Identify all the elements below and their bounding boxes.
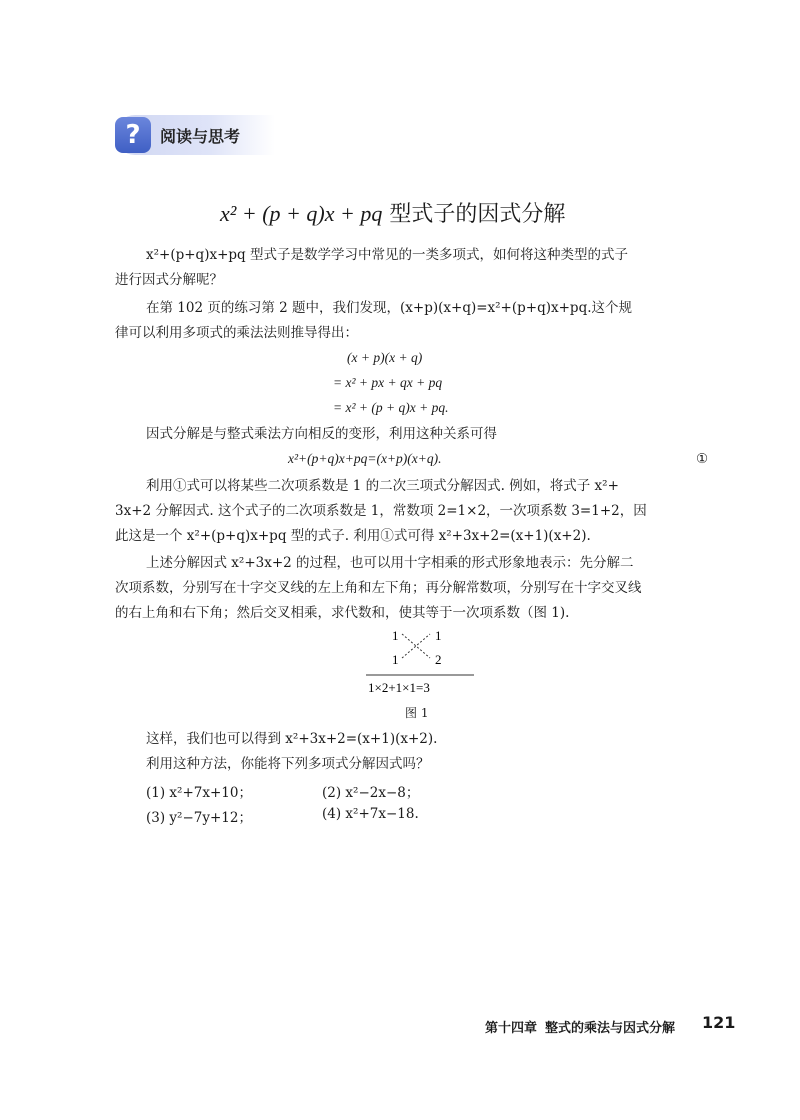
exercise-4: (4) x²+7x−18.: [322, 806, 419, 822]
factor-intro: 因式分解是与整式乘法方向相反的变形，利用这种关系可得: [146, 426, 497, 442]
intro-line-1: x²+(p+q)x+pq 型式子是数学学习中常见的一类多项式，如何将这种类型的式子: [146, 247, 628, 263]
key-equation: x²+(p+q)x+pq=(x+p)(x+q).: [288, 451, 442, 466]
discovery-line-1: 在第 102 页的练习第 2 题中，我们发现，(x+p)(x+q)=x²+(p+q)x+pq.这个规: [146, 300, 632, 316]
conclusion-line-2: 利用这种方法，你能将下列多项式分解因式吗？: [146, 756, 430, 772]
title-text: 型式子的因式分解: [389, 202, 566, 227]
cross-multiplication-figure: [360, 622, 490, 700]
usage-line-2: 3x+2 分解因式. 这个式子的二次项系数是 1，常数项 2=1×2，一次项系数 3=1+2，因: [115, 503, 647, 519]
cross-method-line-2: 次项系数，分别写在十字交叉线的左上角和左下角；再分解常数项，分别写在十字交叉线: [115, 580, 642, 596]
footer-chapter-title: 整式的乘法与因式分解: [545, 1021, 676, 1036]
exercise-1: (1) x²+7x+10；: [146, 785, 252, 801]
derivation-line-2: = x² + px + qx + pq: [333, 375, 443, 390]
title-math: x² + (p + q)x + pq: [220, 201, 383, 226]
figure-caption: 图 1: [405, 706, 429, 720]
usage-line-1: 利用①式可以将某些二次项系数是 1 的二次三项式分解因式. 例如，将式子 x²+: [146, 478, 619, 494]
usage-line-3: 此这是一个 x²+(p+q)x+pq 型的式子. 利用①式可得 x²+3x+2=(x+1)(x+2).: [115, 528, 591, 544]
figure-bottom-right: 2: [435, 652, 442, 667]
figure-result: 1×2+1×1=3: [368, 680, 430, 695]
exercise-2: (2) x²−2x−8；: [322, 785, 420, 801]
equation-number: ①: [696, 451, 709, 467]
cross-method-line-1: 上述分解因式 x²+3x+2 的过程，也可以用十字相乘的形式形象地表示：先分解二: [146, 555, 634, 571]
discovery-line-2: 律可以利用多项式的乘法法则推导得出：: [115, 325, 358, 341]
page-title: [220, 197, 600, 228]
cross-method-line-3: 的右上角和右下角；然后交叉相乘，求代数和，使其等于一次项系数（图 1).: [115, 605, 570, 621]
footer-chapter: 第十四章: [485, 1021, 538, 1036]
figure-bottom-left: 1: [392, 652, 399, 667]
conclusion-line-1: 这样，我们也可以得到 x²+3x+2=(x+1)(x+2).: [146, 731, 438, 747]
section-badge-label: 阅读与思考: [160, 127, 241, 146]
figure-top-left: 1: [392, 628, 399, 643]
exercise-3: (3) y²−7y+12；: [146, 810, 252, 826]
page-number: 121: [702, 1013, 736, 1032]
question-icon: ?: [115, 117, 151, 153]
derivation-line-1: (x + p)(x + q): [347, 350, 423, 365]
intro-line-2: 进行因式分解呢？: [115, 272, 223, 288]
derivation-line-3: = x² + (p + q)x + pq.: [333, 400, 449, 415]
figure-top-right: 1: [435, 628, 442, 643]
